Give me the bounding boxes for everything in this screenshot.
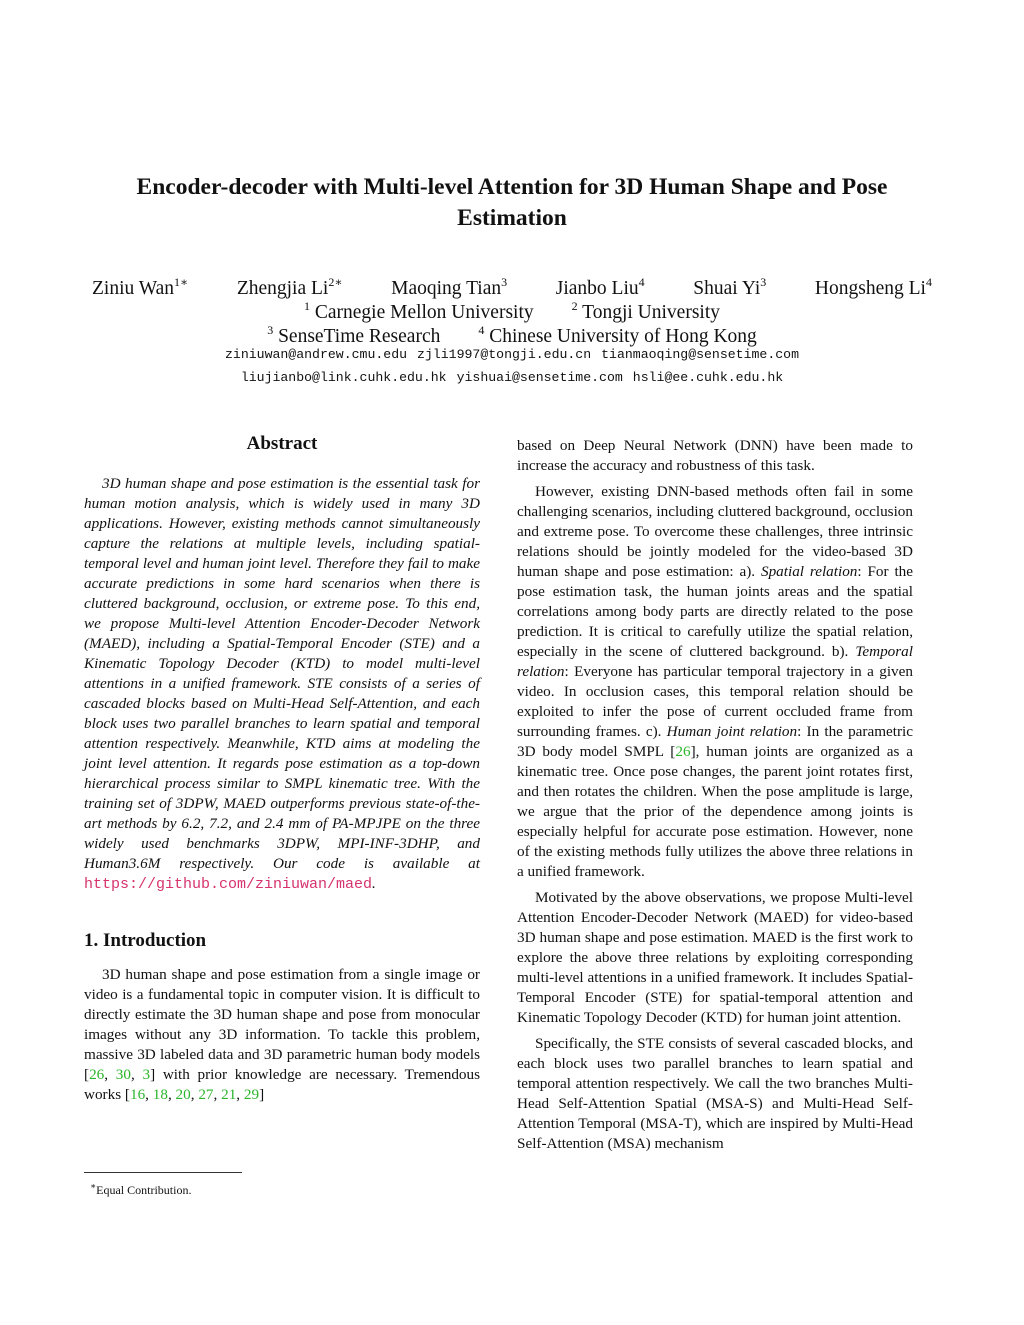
paper-title: Encoder-decoder with Multi-level Attention for 3D Human Shape and Pose Estimation (136, 174, 888, 231)
footnote-rule (84, 1172, 242, 1173)
body-paragraph: Motivated by the above observations, we propose Multi-level Attention Encoder-Decoder Network (MAED) for video-based 3D human shape and pose estimation. MAED is the first work to explore the above three relations by exploiting corresponding multi-level attentions in a unified framework. It includes Spatial-Temporal Encoder (STE) for spatial-temporal attention and Kinematic Topology Decoder (KTD) for human joint attention. (517, 889, 913, 1026)
email-line-1 (80, 347, 944, 363)
citation-link[interactable]: 18 (152, 1086, 168, 1103)
code-link[interactable]: https://github.com/ziniuwan/maed (84, 876, 373, 893)
abstract-heading: Abstract (246, 433, 318, 454)
citation-link[interactable]: 16 (129, 1086, 146, 1103)
citation-link[interactable]: 26 (675, 743, 691, 760)
author: Hongsheng Li$^4$ (814, 275, 932, 299)
body-paragraph: However, existing DNN-based methods often fail in some challenging scenarios, including cluttered background, occlusion and extreme pose. To overcome these challenges, three intrinsic relations should be jointly modeled for the video-based 3D human shape and pose estimation: a). Spatial relation: For the pose estimation task, the human joints areas and the spatial correlations among body parts are directly related to the pose prediction. It is critical to carefully utilize the spatial relation, especially in the scene of cluttered background. b). Temporal relation: Everyone has particular temporal trajectory in a given video. In occlusion cases, this temporal relation should be exploited to infer the pose of current occluded frame from surrounding frames. c). Human joint relation: In the parametric 3D body model SMPL [26], human joints are organized as a kinematic tree. Once pose changes, the parent joint rotates first, and then rotates the children. When the pose amplitude is large, we argue that the prior of the dependence among joints is especially helpful for accurate pose estimation. However, none of the existing methods fully utilizes the above three relations in a unified framework. (517, 483, 914, 880)
email: liujianbo@link.cuhk.edu.hk (240, 370, 447, 385)
citation-link[interactable]: 30 (115, 1066, 131, 1083)
email: zjli1997@tongji.edu.cn (417, 347, 592, 362)
email: yishuai@sensetime.com (456, 370, 623, 385)
affiliation-line-2: $^3$ SenseTime Research $^4$ Chinese University of Hong Kong (267, 323, 757, 347)
author: Maoqing Tian$^3$ (391, 275, 508, 299)
footnote: ∗Equal Contribution. (90, 1181, 192, 1197)
email-line-2 (80, 370, 944, 386)
right-column (517, 436, 913, 1160)
email: hsli@ee.cuhk.edu.hk (632, 370, 784, 385)
author: Shuai Yi$^3$ (693, 275, 767, 299)
affiliation: Chinese University of Hong Kong (489, 326, 757, 347)
affiliation: SenseTime Research (278, 326, 441, 347)
affiliation: Carnegie Mellon University (314, 302, 534, 323)
citation-link[interactable]: 29 (243, 1086, 260, 1103)
body-paragraph: Specifically, the STE consists of several cascaded blocks, and each block uses two parallel branches to learn spatial and temporal attention respectively. We call the two branches Multi-Head Self-Attention Spatial (MSA-S) and Multi-Head Self-Attention Temporal (MSA-T), which are inspired by Multi-Head Self-Attention (MSA) mechanism (517, 1035, 913, 1152)
citation-link[interactable]: 26 (89, 1066, 105, 1083)
email: ziniuwan@andrew.cmu.edu (225, 347, 408, 362)
author: Jianbo Liu$^4$ (555, 275, 645, 299)
author: Ziniu Wan$^{1∗}$ (92, 275, 189, 299)
citation-link[interactable]: 21 (221, 1086, 237, 1103)
citation-link[interactable]: 27 (198, 1086, 214, 1103)
affiliation-line-1: $^1$ Carnegie Mellon University $^2$ Tongji University (303, 299, 721, 323)
section-heading-introduction: 1. Introduction (84, 930, 207, 951)
citation-link[interactable]: 20 (175, 1086, 191, 1103)
email: tianmaoqing@sensetime.com (601, 347, 799, 362)
citation-link[interactable]: 3 (142, 1066, 151, 1083)
body-paragraph: based on Deep Neural Network (DNN) have been made to increase the accuracy and robustness of this task. (517, 437, 913, 474)
left-column (84, 432, 480, 1111)
author: Zhengjia $Li^{2∗}$ (236, 275, 343, 299)
intro-paragraph: 3D human shape and pose estimation from a single image or video is a fundamental topic in computer vision. It is difficult to directly estimate the 3D human shape and pose from monocular images without any 3D information. To tackle this problem, massive 3D labeled data and 3D parametric human body models [26, 30, 3] with prior knowledge are necessary. Tremendous works [16, 18, 20, 27, 21, 29] (84, 966, 481, 1103)
abstract-text: 3D human shape and pose estimation is the essential task for human motion analysis, which is widely used in many 3D applications. However, existing methods cannot simultaneously capture the relations at multiple levels, including spatial-temporal level and human joint level. Therefore they fail to make accurate predictions in some hard scenarios when there is cluttered background, occlusion, or extreme pose. To this end, we propose Multi-level Attention Encoder-Decoder Network (MAED), including a Spatial-Temporal Encoder (STE) and a Kinematic Topology Decoder (KTD) to model multi-level attentions in a unified framework. STE consists of a series of cascaded blocks based on Multi-Head Self-Attention, and each block uses two parallel branches to learn spatial and temporal attention respectively. Meanwhile, KTD aims at modeling the joint level attention. It regards pose estimation as a top-down hierarchical process similar to SMPL kinematic tree. With the training set of 3DPW, MAED outperforms previous state-of-the-art methods by 6.2, 7.2, and 2.4 mm of PA-MPJPE on the three widely used benchmarks 3DPW, MPI-INF-3DHP, and Human3.6M respectively. Our code is available at https://github.com/ziniuwan/maed. (84, 475, 480, 893)
affiliation: Tongji University (582, 302, 721, 323)
